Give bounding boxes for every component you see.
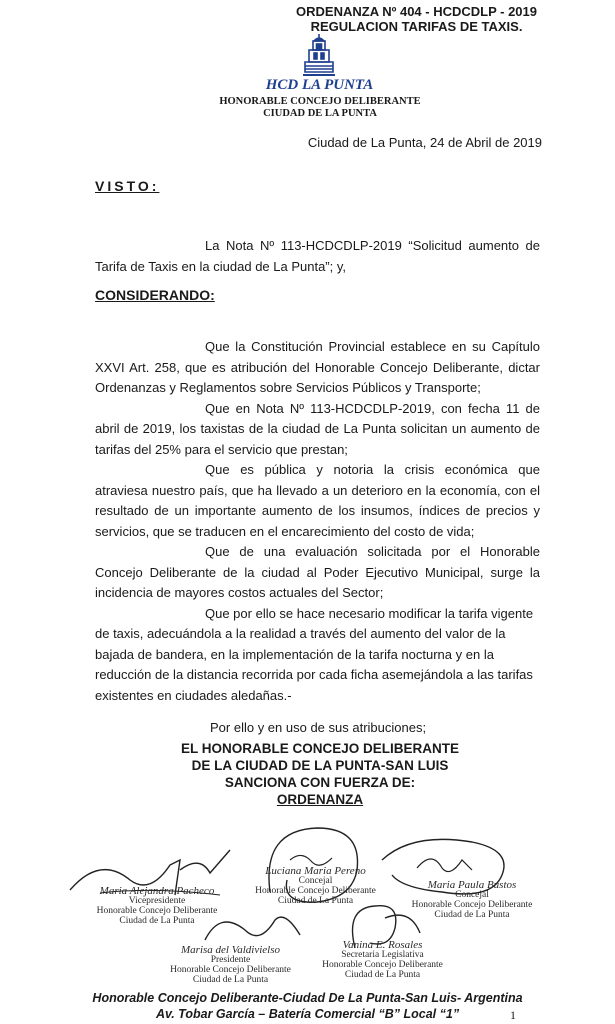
signatory-role: Concejal <box>455 890 489 900</box>
institution-logo-icon <box>302 32 336 76</box>
signatory-name: Maria Paula Bustos <box>427 879 517 891</box>
signatory-institution: Honorable Concejo Deliberante <box>322 960 443 970</box>
signatory-city: Ciudad de La Punta <box>434 910 510 920</box>
signatory-institution: Honorable Concejo Deliberante <box>96 906 218 916</box>
considerando-paragraph: Que en Nota Nº 113-HCDCDLP-2019, con fecha 11 de abril de 2019, los taxistas de la ciudad de La Punta solicitan un aumento de tarifas del 25% para el servicio que prestan; <box>95 400 540 457</box>
document-reference <box>296 4 537 34</box>
resolution-line-1: EL HONORABLE CONCEJO DELIBERANTE <box>180 741 460 756</box>
signatory-name: Vanina E. Rosales <box>342 939 423 951</box>
signatory-city: Ciudad de La Punta <box>192 975 269 985</box>
document-date: Ciudad de La Punta, 24 de Abril de 2019 <box>307 135 542 150</box>
signatory-name: Maria Alejandra Pacheco <box>99 885 215 897</box>
reference-line-2: REGULACION TARIFAS DE TAXIS. <box>310 19 523 34</box>
signatory-institution: Honorable Concejo Deliberante <box>170 965 291 975</box>
signatory-city: Ciudad de La Punta <box>344 970 421 980</box>
considerando-paragraph: Que por ello se hace necesario modificar la tarifa vigente de taxis, adecuándola a la realidad a través del aumento del valor de la bajada de bandera, en la implementación de la tarifa nocturna y en la reducción de la distancia recorrida por cada ficha asemejándola a las tarifas existentes en ciudades aledañas.- <box>95 605 534 703</box>
organization-city: CIUDAD DE LA PUNTA <box>263 108 377 119</box>
visto-heading: VISTO: <box>95 178 160 194</box>
considerando-paragraph: Que la Constitución Provincial establece en su Capítulo XXVI Art. 258, que es atribución del Honorable Concejo Deliberante, dictar Ordenanzas y Reglamentos sobre Servicios Públicos y Transporte; <box>95 339 540 395</box>
reference-line-1: ORDENANZA Nº 404 - HCDCDLP - 2019 <box>296 4 537 19</box>
page-number: 1 <box>510 1008 516 1022</box>
resolution-title: ORDENANZA <box>276 792 364 807</box>
signatory-name: Marisa del Valdivielso <box>181 944 280 956</box>
considerando-paragraph: Que de una evaluación solicitada por el Honorable Concejo Deliberante de la ciudad al Poder Ejecutivo Municipal, surge la incidencia de mayores costos actuales del Sector; <box>95 544 540 600</box>
signature-block <box>248 866 383 906</box>
signature-block <box>82 886 232 926</box>
signature-block <box>315 940 450 980</box>
signatory-role: Secretaria Legislativa <box>341 950 424 960</box>
signatory-role: Concejal <box>298 876 333 886</box>
signature-block <box>402 880 542 920</box>
considerando-body <box>95 337 540 706</box>
signature-block <box>158 945 303 985</box>
visto-text-block <box>95 236 540 277</box>
footer-address-line-1: Honorable Concejo Deliberante-Ciudad De La Punta-San Luis- Argentina <box>92 991 523 1005</box>
signatory-city: Ciudad de La Punta <box>119 916 195 926</box>
signatory-name: Luciana Maria Pereno <box>265 865 366 877</box>
footer-address-line-2: Av. Tobar García – Batería Comercial “B” Local “1” <box>155 1007 460 1021</box>
resolution-line-3: SANCIONA CON FUERZA DE: <box>224 775 416 790</box>
organization-name: HONORABLE CONCEJO DELIBERANTE <box>219 96 421 107</box>
signatory-role: Presidente <box>210 955 251 965</box>
signatory-city: Ciudad de La Punta <box>277 896 354 906</box>
signatory-role: Vicepresidente <box>128 896 186 906</box>
logo-text: HCD LA PUNTA <box>265 77 374 93</box>
considerando-paragraph: Que es pública y notoria la crisis económica que atraviesa nuestro país, que ha llevado a un deterioro en la economía, con el resultado de un importante aumento de los insumos, índices de precios y servicios, que se traducen en el encarecimiento del costo de vida; <box>95 462 540 539</box>
signatory-institution: Honorable Concejo Deliberante <box>255 886 376 896</box>
resolution-line-2: DE LA CIUDAD DE LA PUNTA-SAN LUIS <box>191 758 449 773</box>
resolution-intro: Por ello y en uso de sus atribuciones; <box>210 720 427 735</box>
visto-text: La Nota Nº 113-HCDCDLP-2019 “Solicitud aumento de Tarifa de Taxis en la ciudad de La Punta”; y, <box>95 238 540 274</box>
signatory-institution: Honorable Concejo Deliberante <box>411 900 533 910</box>
considerando-heading: CONSIDERANDO: <box>95 287 215 303</box>
